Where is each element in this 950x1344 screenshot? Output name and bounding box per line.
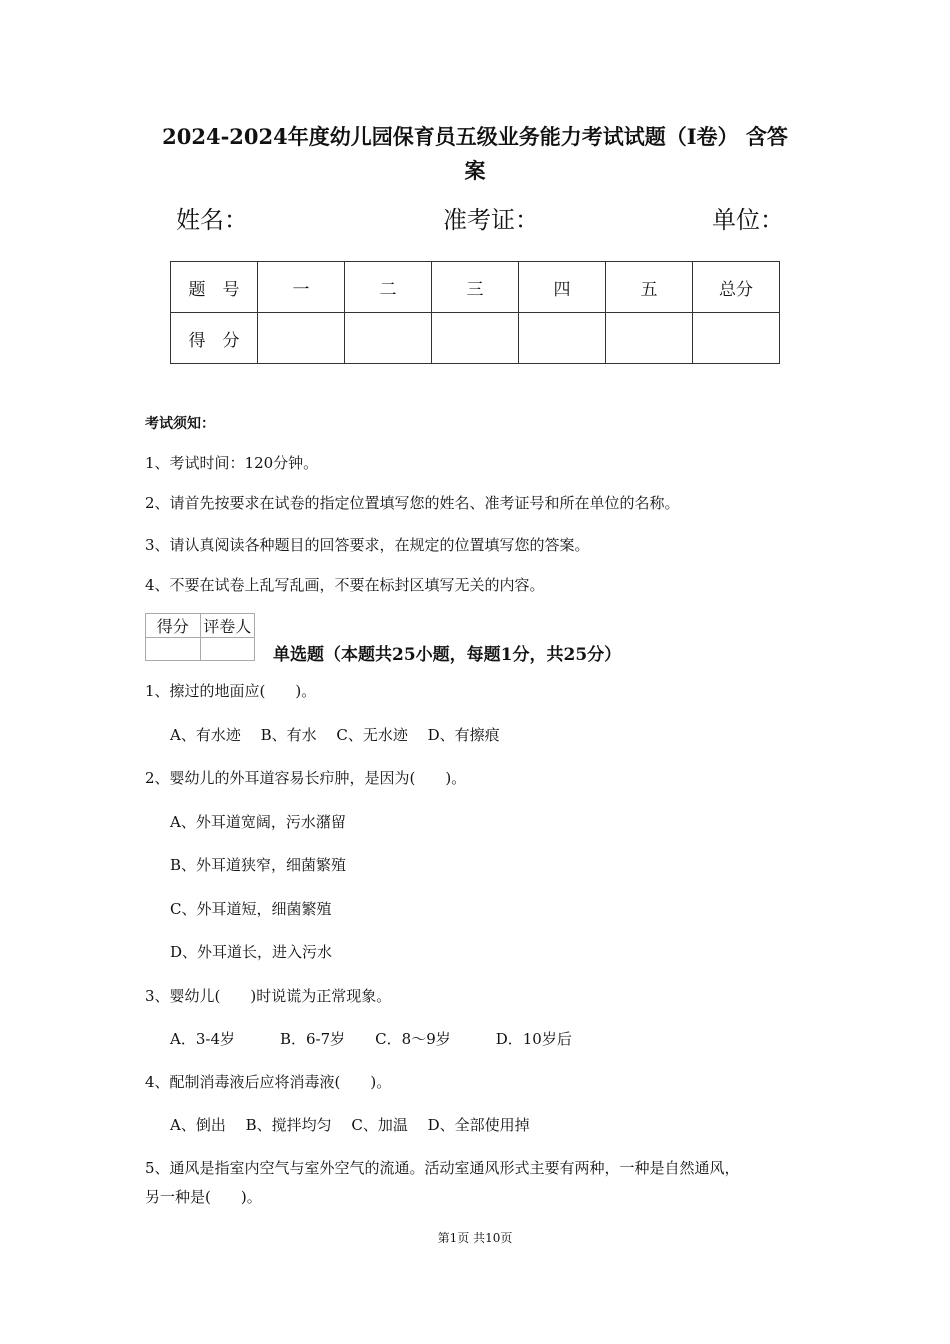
grader-score-cell[interactable] [146,638,201,661]
question-2-option-d: D、外耳道长，进入污水 [170,943,333,961]
question-2-option-a: A、外耳道宽阔，污水潴留 [170,813,346,831]
score-cell[interactable] [258,313,345,364]
question-number-label: 题 号 [171,262,258,313]
question-5-line-2: 另一种是( )。 [145,1188,262,1206]
page-footer: 第1页 共10页 [437,1231,513,1245]
column-3: 三 [432,262,519,313]
question-2-option-c: C、外耳道短，细菌繁殖 [170,900,332,918]
title-line-2: 案 [464,158,486,183]
column-1: 一 [258,262,345,313]
title-line-1: 2024-2024年度幼儿园保育员五级业务能力考试试题（I卷） 含答 [162,124,788,149]
score-table-score-row [171,313,780,364]
question-5-line-1: 5、通风是指室内空气与室外空气的流通。活动室通风形式主要有两种，一种是自然通风， [145,1159,740,1177]
column-2: 二 [345,262,432,313]
score-label: 得 分 [171,313,258,364]
score-cell[interactable] [693,313,780,364]
question-2: 2、婴幼儿的外耳道容易长疖肿，是因为( )。 [145,769,467,787]
note-item: 2、请首先按要求在试卷的指定位置填写您的姓名、准考证号和所在单位的名称。 [145,494,680,512]
score-table-header-row [171,262,780,313]
question-1: 1、擦过的地面应( )。 [145,682,317,700]
note-item: 1、考试时间：120分钟。 [145,454,319,472]
score-cell[interactable] [519,313,606,364]
note-item: 4、不要在试卷上乱写乱画，不要在标封区填写无关的内容。 [145,576,545,594]
column-total: 总分 [693,262,780,313]
grader-box [145,613,255,661]
document-title [130,120,820,188]
column-5: 五 [606,262,693,313]
unit-field-label: 单位： [712,206,784,234]
score-cell[interactable] [432,313,519,364]
grader-reviewer-label: 评卷人 [200,614,255,638]
note-item: 3、请认真阅读各种题目的回答要求，在规定的位置填写您的答案。 [145,536,590,554]
question-4: 4、配制消毒液后应将消毒液( )。 [145,1073,392,1091]
exam-id-field-label: 准考证： [443,206,539,234]
grader-reviewer-cell[interactable] [200,638,255,661]
score-cell[interactable] [345,313,432,364]
name-field-label: 姓名： [176,206,248,234]
grader-score-label: 得分 [146,614,201,638]
question-3-options: A．3-4岁 B．6-7岁 C．8～9岁 D．10岁后 [170,1030,572,1048]
question-2-option-b: B、外耳道狭窄，细菌繁殖 [170,856,347,874]
notes-heading: 考试须知： [145,416,215,432]
score-table [170,261,780,364]
score-cell[interactable] [606,313,693,364]
question-3: 3、婴幼儿( )时说谎为正常现象。 [145,987,392,1005]
section-title: 单选题（本题共25小题，每题1分，共25分） [273,645,622,665]
question-1-options: A、有水迹 B、有水 C、无水迹 D、有擦痕 [170,726,500,744]
column-4: 四 [519,262,606,313]
question-4-options: A、倒出 B、搅拌均匀 C、加温 D、全部使用掉 [170,1116,530,1134]
